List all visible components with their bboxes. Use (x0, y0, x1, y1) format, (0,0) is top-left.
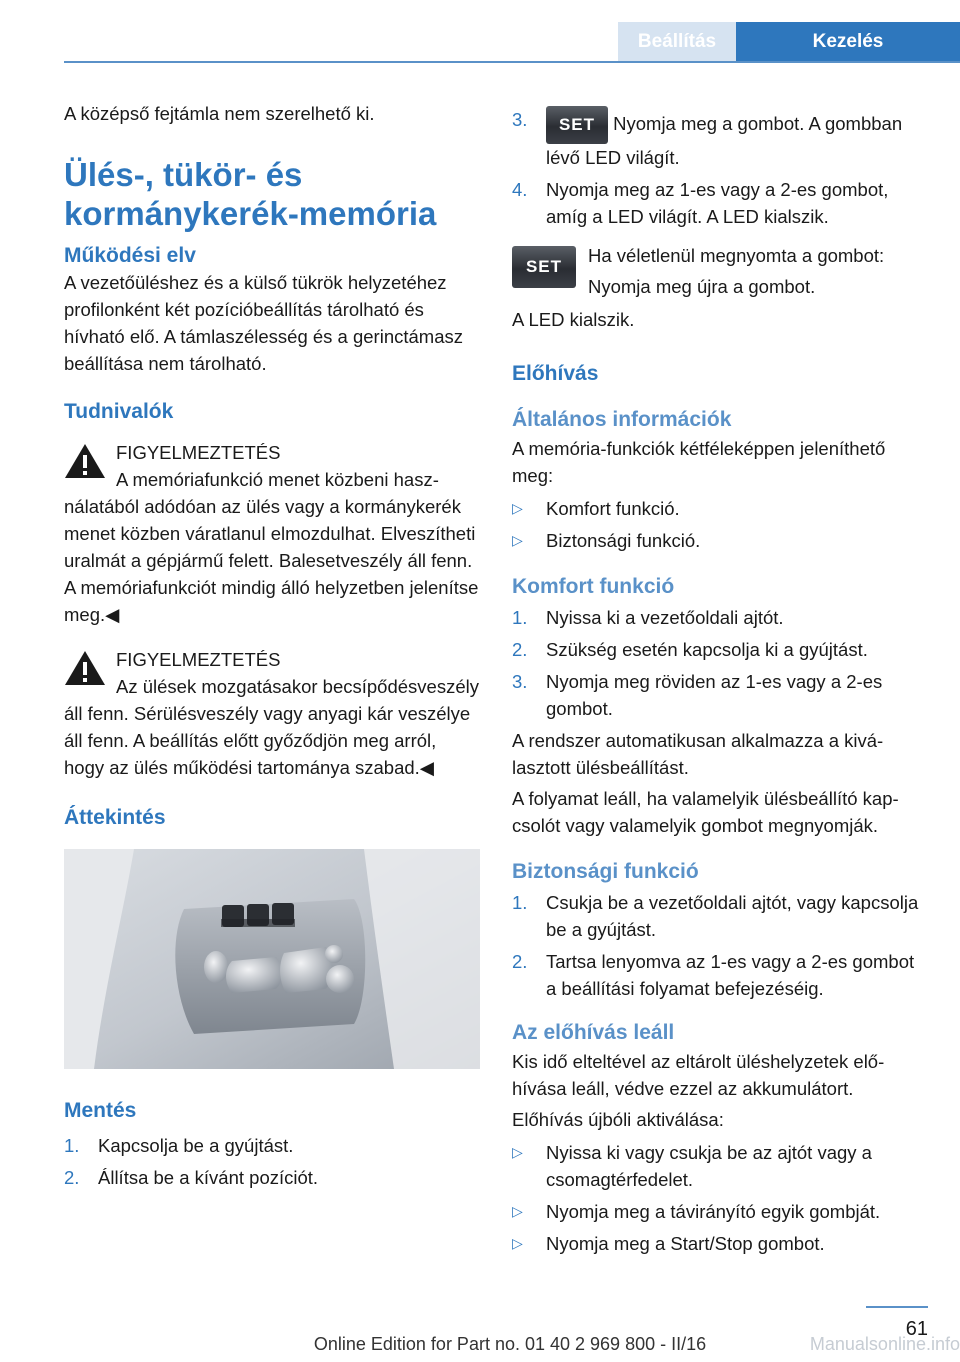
page-title: Ülés-, tükör- és kormánykerék-memória (64, 156, 437, 232)
list-item: 2. Tartsa lenyomva az 1-es vagy a 2-es gombot a beállítási folyamat befejezéséig. (512, 951, 915, 999)
warning-block-1 (64, 439, 480, 628)
save-steps-list (64, 1132, 480, 1191)
heading-notes: Tudnivalók (64, 400, 174, 423)
heading-stop: Az előhívás leáll (512, 1021, 675, 1044)
warning-2-text: Az ülések mozgatásakor becsípődésveszély áll fenn. Sérülésveszély vagy anyagi kár veszélye áll fenn. A beállítás előtt győződjön meg arról, hogy az ülés működési tartománya szabad.◀ (64, 676, 479, 778)
general-text: A memória-funkciók kétféleképpen jeleníthető meg: (512, 438, 886, 486)
note-line-1: Ha véletlenül megnyomta a gombot: (588, 245, 885, 266)
intro-text: A középső fejtámla nem szerelhető ki. (64, 103, 375, 124)
stop-text: Kis idő elteltével az eltárolt üléshelyzetek előhívása leáll, védve ezzel az akkumulátort. (512, 1051, 885, 1099)
principle-text: A vezetőüléshez és a külső tükrök helyzetéhez profilonként két pozícióbeállítás tárolható és hívható elő. A támlaszélesség és a gerinctámasz beállítása nem tárolható. (64, 272, 463, 374)
note-line-2: Nyomja meg újra a gombot. (588, 276, 816, 297)
list-item: 3. SET Nyomja meg a gombot. A gombban lévő LED világít. (512, 106, 928, 171)
list-item: 1. Kapcsolja be a gyújtást. (64, 1135, 294, 1156)
set-note-block (512, 242, 928, 300)
warning-triangle-icon (64, 443, 106, 479)
tab-beallitas[interactable]: Beállítás (618, 22, 736, 61)
list-item: ▷ Nyomja meg a távirányító egyik gombját. (512, 1198, 928, 1225)
comfort-steps-list (512, 604, 928, 722)
footer-divider (866, 1306, 928, 1308)
list-item: 4. Nyomja meg az 1-es vagy a 2-es gombot, amíg a LED világít. A LED kialszik. (512, 179, 889, 227)
list-item: ▷ Komfort funkció. (512, 495, 928, 522)
reactivate-text: Előhívás újbóli aktiválása: (512, 1109, 724, 1130)
save-steps-continued (512, 106, 928, 230)
right-column (512, 106, 928, 1262)
left-column (64, 100, 480, 1196)
list-item: 2. Állítsa be a kívánt pozíciót. (64, 1167, 319, 1188)
page-number: 61 (905, 1318, 928, 1340)
warning-1-text: A memóriafunkció menet közbeni használatából adódóan az ülés vagy a kormánykerék menet közben váratlanul elmozdulhat. Elveszítheti uralmát a gépjármű felett. Balesetveszély áll fenn. A memóriafunkciót mindig álló helyzetben jelenítse meg.◀ (64, 469, 479, 625)
comfort-text-1: A rendszer automatikusan alkalmazza a kiválasztott ülésbeállítást. (512, 730, 884, 778)
list-item: 3. Nyomja meg röviden az 1-es vagy a 2-es gombot. (512, 671, 883, 719)
triangle-bullet-icon: ▷ (512, 500, 523, 516)
list-item: ▷ Biztonsági funkció. (512, 527, 928, 554)
triangle-bullet-icon: ▷ (512, 532, 523, 548)
seat-memory-buttons-photo (64, 849, 480, 1069)
heading-save: Mentés (64, 1099, 137, 1122)
warning-2-title: FIGYELMEZTETÉS (116, 649, 281, 670)
warning-1-title: FIGYELMEZTETÉS (116, 442, 281, 463)
safety-steps-list (512, 889, 928, 1002)
list-item: 2. Szükség esetén kapcsolja ki a gyújtást. (512, 639, 868, 660)
list-item: 1. Csukja be a vezetőoldali ajtót, vagy kapcsolja be a gyújtást. (512, 892, 919, 940)
triangle-bullet-icon: ▷ (512, 1144, 523, 1160)
list-item: ▷ Nyomja meg a Start/Stop gombot. (512, 1230, 928, 1257)
watermark: Manualsonline.info (809, 1334, 960, 1354)
heading-recall: Előhívás (512, 362, 599, 385)
reactivate-list (512, 1139, 928, 1257)
list-item: 1. Nyissa ki a vezetőoldali ajtót. (512, 607, 784, 628)
set-button-icon: SET (512, 246, 576, 288)
set-button-icon: SET (546, 106, 608, 144)
edition-text: Online Edition for Part no. 01 40 2 969 800 - II/16 (313, 1334, 707, 1354)
led-off-text: A LED kialszik. (512, 309, 635, 330)
warning-triangle-icon (64, 650, 106, 686)
list-item: ▷ Nyissa ki vagy csukja be az ajtót vagy a csomagtérfedelet. (512, 1139, 928, 1193)
triangle-bullet-icon: ▷ (512, 1203, 523, 1219)
heading-principle: Működési elv (64, 244, 196, 267)
triangle-bullet-icon: ▷ (512, 1235, 523, 1251)
heading-general: Általános információk (512, 408, 732, 431)
header-divider (64, 61, 960, 63)
tab-kezeles[interactable]: Kezelés (736, 22, 960, 61)
heading-overview: Áttekintés (64, 806, 166, 829)
heading-safety: Biztonsági funkció (512, 860, 699, 883)
comfort-text-2: A folyamat leáll, ha valamelyik ülésbeállító kapcsolót vagy valamelyik gombot megnyomják. (512, 788, 899, 836)
heading-comfort: Komfort funkció (512, 575, 675, 598)
general-list (512, 495, 928, 554)
warning-block-2 (64, 646, 480, 781)
